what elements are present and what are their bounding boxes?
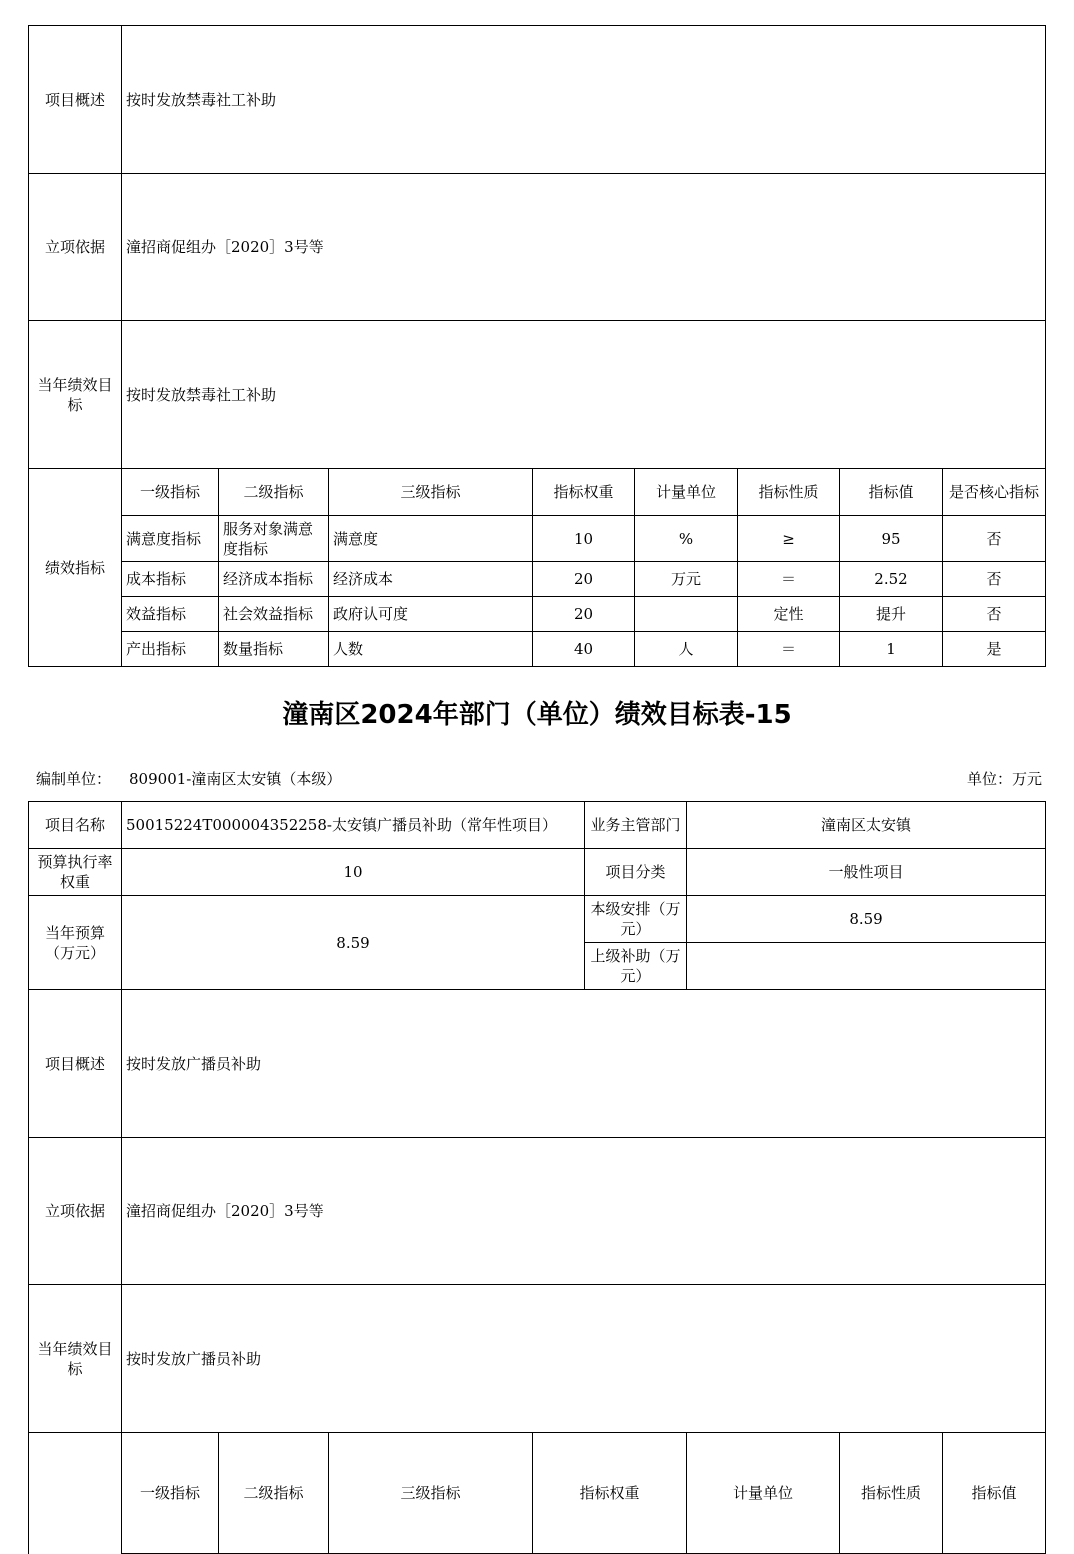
cell-value: 2.52	[840, 562, 943, 597]
header-level3: 三级指标	[329, 1433, 533, 1554]
header-unit: 计量单位	[687, 1433, 840, 1554]
cell-level3: 政府认可度	[329, 597, 533, 632]
header-weight: 指标权重	[533, 1433, 687, 1554]
perf-indicators-label: 绩效指标	[29, 469, 122, 667]
upper-subsidy-value	[687, 943, 1046, 990]
cell-value: 1	[840, 632, 943, 667]
cell-level2: 数量指标	[219, 632, 329, 667]
compiling-unit-value: 809001-潼南区太安镇（本级）	[129, 770, 342, 788]
upper-subsidy-label: 上级补助（万元）	[585, 943, 687, 990]
header-value: 指标值	[943, 1433, 1046, 1554]
goal-value: 按时发放广播员补助	[122, 1285, 1046, 1433]
cell-unit: 万元	[635, 562, 738, 597]
local-budget-label: 本级安排（万元）	[585, 896, 687, 943]
table-row	[29, 562, 1046, 597]
header-level3: 三级指标	[329, 469, 533, 516]
header-level2: 二级指标	[219, 469, 329, 516]
category-label: 项目分类	[585, 849, 687, 896]
header-nature: 指标性质	[738, 469, 840, 516]
table-row	[29, 632, 1046, 667]
cell-core: 否	[943, 597, 1046, 632]
cell-nature: ＝	[738, 632, 840, 667]
cell-level1: 满意度指标	[122, 516, 219, 562]
cell-weight: 20	[533, 597, 635, 632]
header-weight: 指标权重	[533, 469, 635, 516]
currency-unit: 单位：万元	[966, 770, 1042, 788]
cell-level2: 服务对象满意度指标	[219, 516, 329, 562]
cell-weight: 20	[533, 562, 635, 597]
header-core: 是否核心指标	[943, 469, 1046, 516]
header-level1: 一级指标	[122, 469, 219, 516]
cell-nature: ＝	[738, 562, 840, 597]
cell-weight: 40	[533, 632, 635, 667]
goal-value: 按时发放禁毒社工补助	[122, 321, 1046, 469]
cell-value: 提升	[840, 597, 943, 632]
compiling-unit-label: 编制单位：	[36, 770, 112, 788]
annual-budget-value: 8.59	[122, 896, 585, 990]
cell-level2: 社会效益指标	[219, 597, 329, 632]
basis-label: 立项依据	[29, 174, 122, 321]
cell-level3: 满意度	[329, 516, 533, 562]
cell-core: 是	[943, 632, 1046, 667]
budget-weight-label: 预算执行率权重	[29, 849, 122, 896]
cell-level3: 经济成本	[329, 562, 533, 597]
overview-label: 项目概述	[29, 26, 122, 174]
local-budget-value: 8.59	[687, 896, 1046, 943]
table-row	[29, 597, 1046, 632]
goal-label: 当年绩效目标	[29, 1285, 122, 1433]
cell-level3: 人数	[329, 632, 533, 667]
cell-weight: 10	[533, 516, 635, 562]
basis-label: 立项依据	[29, 1138, 122, 1285]
cell-core: 否	[943, 562, 1046, 597]
overview-value: 按时发放广播员补助	[122, 990, 1046, 1138]
category-value: 一般性项目	[687, 849, 1046, 896]
cell-nature: 定性	[738, 597, 840, 632]
project-name-label: 项目名称	[29, 802, 122, 849]
cell-level1: 效益指标	[122, 597, 219, 632]
header-value: 指标值	[840, 469, 943, 516]
cell-value: 95	[840, 516, 943, 562]
cell-level1: 产出指标	[122, 632, 219, 667]
cell-unit: 人	[635, 632, 738, 667]
dept-label: 业务主管部门	[585, 802, 687, 849]
compiling-unit	[36, 768, 341, 789]
basis-value: 潼招商促组办［2020］3号等	[122, 1138, 1046, 1285]
table-row	[29, 516, 1046, 562]
goal-label: 当年绩效目标	[29, 321, 122, 469]
header-level2: 二级指标	[219, 1433, 329, 1554]
header-nature: 指标性质	[840, 1433, 943, 1554]
cell-core: 否	[943, 516, 1046, 562]
perf-indicators-cell	[29, 1433, 122, 1554]
performance-table-15	[28, 801, 1046, 1554]
cell-level2: 经济成本指标	[219, 562, 329, 597]
overview-label: 项目概述	[29, 990, 122, 1138]
cell-unit	[635, 597, 738, 632]
header-level1: 一级指标	[122, 1433, 219, 1554]
overview-value: 按时发放禁毒社工补助	[122, 26, 1046, 174]
cell-level1: 成本指标	[122, 562, 219, 597]
cell-nature: ≥	[738, 516, 840, 562]
performance-table-14-continued	[28, 25, 1046, 667]
page-title: 潼南区2024年部门（单位）绩效目标表-15	[282, 700, 792, 730]
header-unit: 计量单位	[635, 469, 738, 516]
dept-value: 潼南区太安镇	[687, 802, 1046, 849]
project-name-value: 50015224T000004352258-太安镇广播员补助（常年性项目）	[122, 802, 585, 849]
annual-budget-label: 当年预算（万元）	[29, 896, 122, 990]
budget-weight-value: 10	[122, 849, 585, 896]
basis-value: 潼招商促组办［2020］3号等	[122, 174, 1046, 321]
cell-unit: %	[635, 516, 738, 562]
